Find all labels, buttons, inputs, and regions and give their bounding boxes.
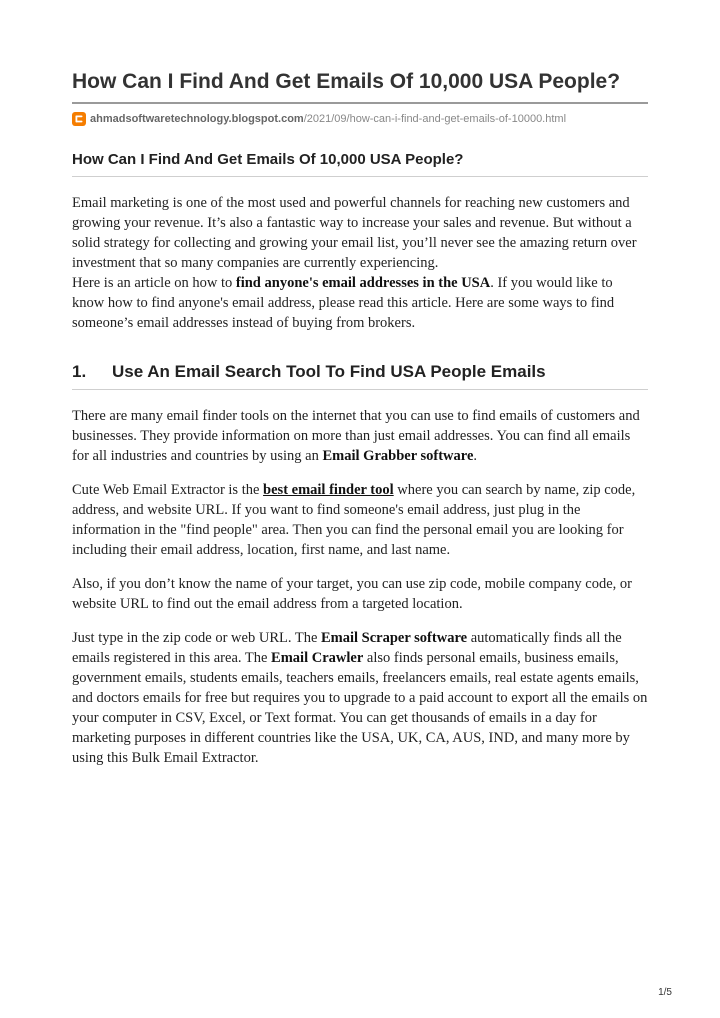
intro-p2-text-a: Here is an article on how to xyxy=(72,275,236,291)
s1-p4-text-b: automatically finds all the emails registered in this area. The xyxy=(72,630,622,666)
s1-p2-text-b: where you can search by name, zip code, address, and website URL. If you want to find someone's email address, just plug in the information in the "find people" area. Then you can find the personal email you are looking for including their email address, location, first name, and last name. xyxy=(72,482,636,558)
post-title: How Can I Find And Get Emails Of 10,000 USA People? xyxy=(72,150,648,177)
section-heading-text: Use An Email Search Tool To Find USA People Emails xyxy=(112,362,546,381)
s1-p1-bold: Email Grabber software xyxy=(322,448,474,464)
section1-paragraph-1 xyxy=(72,406,648,466)
intro-paragraph-2 xyxy=(72,273,648,333)
section1-paragraph-4 xyxy=(72,628,648,768)
section1-paragraph-3: Also, if you don’t know the name of your target, you can use zip code, mobile company code, or website URL to find out the email address from a targeted location. xyxy=(72,576,632,612)
s1-p2-text-a: Cute Web Email Extractor is the xyxy=(72,482,264,498)
blogger-icon xyxy=(72,112,86,126)
page-number: 1/5 xyxy=(658,987,672,998)
section-heading-1 xyxy=(72,361,648,390)
s1-p1-text-a: There are many email finder tools on the internet that you can use to find emails of customers and businesses. They provide information on more than just email addresses. You can find all emails for all industries and countries by using an xyxy=(72,408,640,464)
s1-p4-bold-a: Email Scraper software xyxy=(321,630,468,646)
section-number: 1. xyxy=(72,362,87,381)
s1-p4-bold-b: Email Crawler xyxy=(271,650,364,666)
s1-p4-text-c: also finds personal emails, business emails, government emails, students emails, teachers emails, freelancers emails, real estate agents emails, and doctors emails for free but requires you to upgrade to a paid account to export all the emails on your computer in CSV, Excel, or Text format. You can get thousands of emails in a day for marketing purposes in different countries like the USA, UK, CA, AUS, IND, and many more by using this Bulk Email Extractor. xyxy=(72,650,648,766)
intro-p2-text-b: . If you would like to know how to find anyone's email address, please read this article. Here are some ways to find someone’s email addresses instead of buying from brokers. xyxy=(72,275,615,331)
source-domain-link[interactable]: ahmadsoftwaretechnology.blogspot.com xyxy=(90,113,304,125)
document-title: How Can I Find And Get Emails Of 10,000 USA People? xyxy=(72,68,648,104)
intro-p2-bold: find anyone's email addresses in the USA xyxy=(235,275,491,291)
source-line xyxy=(72,110,648,128)
source-path: /2021/09/how-can-i-find-and-get-emails-of-10000.html xyxy=(303,113,567,125)
section1-paragraph-2 xyxy=(72,480,648,560)
document-page xyxy=(72,60,648,768)
intro-paragraph-1: Email marketing is one of the most used and powerful channels for reaching new customers and growing your revenue. It’s also a fantastic way to increase your sales and revenue. But without a solid strategy for collecting and growing your email list, you’ll never see the amazing return over investment that so many companies are currently experiencing. xyxy=(72,195,637,271)
best-email-finder-tool-link[interactable]: best email finder tool xyxy=(263,482,394,498)
s1-p1-text-b: . xyxy=(473,448,477,464)
s1-p4-text-a: Just type in the zip code or web URL. The xyxy=(72,630,321,646)
